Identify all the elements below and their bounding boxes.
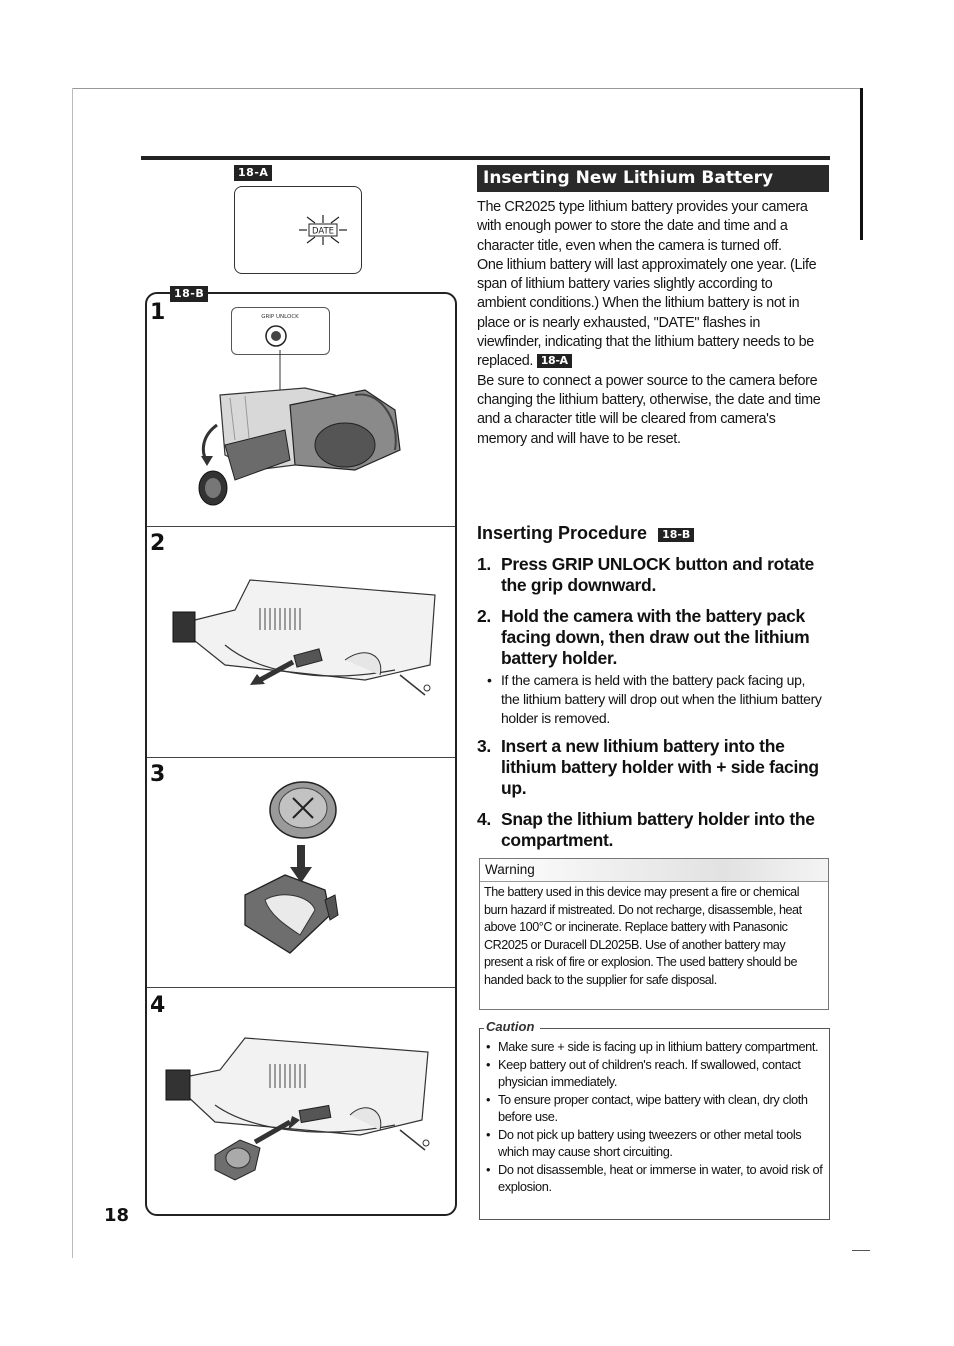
page-frame-left: [72, 88, 73, 1258]
battery-holder-removal-illustration: [165, 570, 440, 710]
intro-text: [477, 198, 822, 449]
figure-step-2: 2: [150, 531, 166, 556]
procedure-title: Inserting Procedure: [477, 523, 648, 543]
page-frame-top: [72, 88, 862, 89]
battery-into-holder-illustration: [230, 775, 360, 965]
caution-item: • Keep battery out of children's reach. If swallowed, contact physician immediately.: [482, 1056, 823, 1091]
date-flash-icon: [235, 187, 361, 273]
caution-item: • To ensure proper contact, wipe battery with clean, dry cloth before use.: [482, 1091, 823, 1126]
page-frame-right: [860, 88, 863, 240]
panel-divider-3: [147, 987, 455, 988]
corner-mark: [852, 1250, 870, 1251]
figure-step-3: 3: [150, 762, 166, 787]
figure-step-4: 4: [150, 993, 166, 1018]
header-rule: [141, 156, 830, 160]
intro-paragraph-1: The CR2025 type lithium battery provides your camera with enough power to store the date and time and a character title, even when the camera is turned off.: [477, 199, 808, 254]
grip-unlock-callout: [231, 307, 330, 355]
viewfinder-display-box: [234, 186, 362, 274]
intro-paragraph-2: [477, 256, 822, 372]
warning-box: [479, 858, 829, 1010]
procedure-step-4: 4. Snap the lithium battery holder into the compartment.: [477, 809, 815, 850]
warning-text: The battery used in this device may present a fire or chemical burn hazard if mistreated. Do not recharge, disassemble, heat above 100°C or incinerate. Replace battery with Panasonic CR2025 or Duracell DL2025B. Use of another battery may present a risk of fire or explosion. The used battery should be handed back to the supplier for safe disposal.: [484, 885, 802, 987]
camcorder-grip-illustration: [195, 350, 410, 510]
figure-step-1: 1: [150, 300, 166, 325]
date-indicator-text: DATE: [311, 226, 335, 237]
figure-label-18a: 18-A: [234, 165, 272, 181]
procedure-heading: [477, 523, 694, 544]
grip-unlock-label: GRIP UNLOCK: [261, 314, 299, 320]
caution-item: • Make sure + side is facing up in lithium battery compartment.: [482, 1038, 823, 1056]
figure-ref-18b: 18-B: [658, 528, 694, 542]
procedure-steps: [477, 554, 822, 851]
procedure-step-1: 1. Press GRIP UNLOCK button and rotate the grip downward.: [477, 554, 814, 595]
holder-snap-in-illustration: [160, 1030, 435, 1190]
page-number: 18: [104, 1205, 130, 1226]
procedure-step-2: 2. Hold the camera with the battery pack facing down, then draw out the lithium battery holder.: [477, 606, 810, 668]
intro-paragraph-2-text: One lithium battery will last approximately one year. (Life span of lithium battery varies slightly according to ambient conditions.) When the lithium battery is not in place or is nearly exhausted, "DATE" flashes in viewfinder, indicating that the lithium battery needs to be replaced.: [477, 256, 817, 370]
panel-divider-2: [147, 757, 455, 758]
caution-title: Caution: [484, 1019, 540, 1034]
section-title: Inserting New Lithium Battery: [477, 165, 829, 192]
caution-item: • Do not disassemble, heat or immerse in water, to avoid risk of explosion.: [482, 1161, 823, 1196]
caution-box: [479, 1019, 830, 1220]
caution-list: [480, 1029, 829, 1196]
warning-title: Warning: [480, 859, 828, 882]
caution-item: • Do not pick up battery using tweezers or other metal tools which may cause short circuiting.: [482, 1126, 823, 1161]
intro-paragraph-3: Be sure to connect a power source to the camera before changing the lithium battery, otherwise, the date and time and a character title will be cleared from camera's memory and will have to be reset.: [477, 372, 821, 447]
figure-label-18b: 18-B: [170, 286, 208, 302]
procedure-note: • If the camera is held with the battery pack facing up, the lithium battery will drop out when the lithium battery holder is removed.: [477, 671, 822, 728]
figure-ref-18a: 18-A: [537, 354, 572, 368]
panel-divider-1: [147, 526, 455, 527]
procedure-step-3: 3. Insert a new lithium battery into the lithium battery holder with + side facing up.: [477, 736, 819, 798]
